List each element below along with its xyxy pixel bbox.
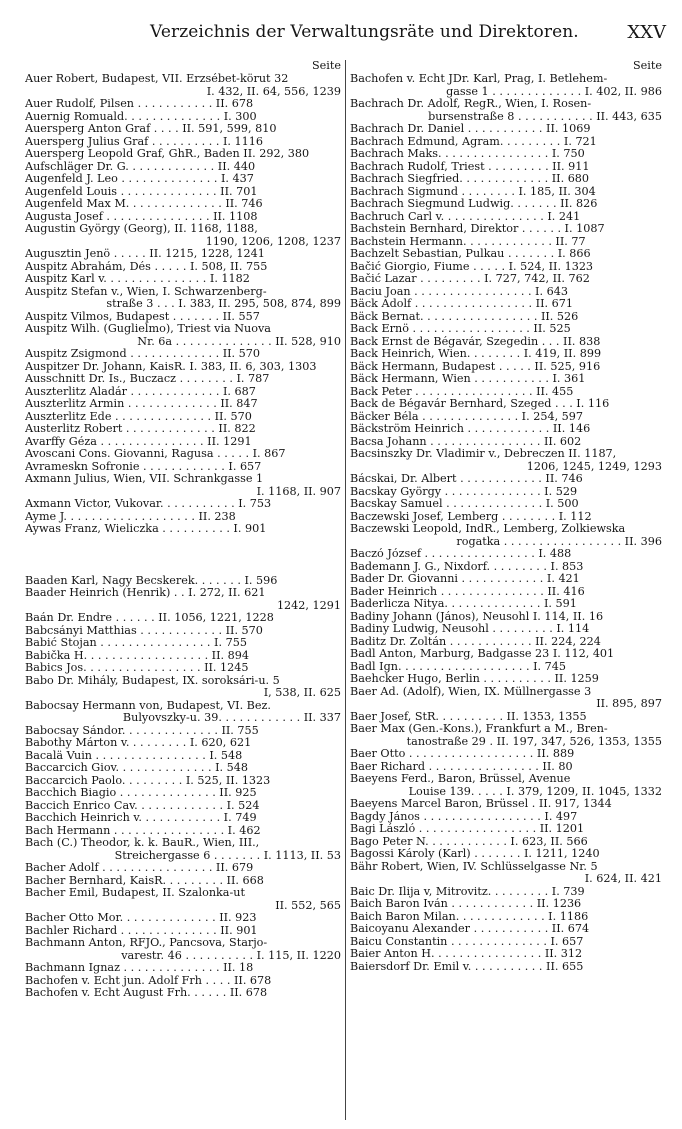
entry-line: Auspitz Stefan v., Wien, I. Schwarzenberg- — [25, 285, 267, 298]
entry-line: Augenfeld Louis . . . . . . . . . . . . . . II. 701 — [25, 185, 258, 198]
index-entry — [350, 186, 662, 199]
index-entry — [25, 937, 341, 962]
index-entry — [25, 837, 341, 862]
entry-line: Bäck Bernat. . . . . . . . . . . . . . . . . II. 526 — [350, 310, 579, 323]
entry-line: Baccich Enrico Cav. . . . . . . . . . . . . I. 524 — [25, 799, 260, 812]
entry-line: Bačić Giorgio, Fiume . . . . . I. 524, II. 1323 — [350, 260, 594, 273]
index-entry — [25, 825, 341, 838]
entry-line: Bachofen v. Echt August Frh. . . . . . II. 678 — [25, 987, 268, 999]
entry-line: Babić Stojan . . . . . . . . . . . . . . . . I. 755 — [25, 637, 247, 649]
index-entry — [25, 962, 341, 975]
index-entry — [350, 748, 662, 761]
index-entry — [350, 923, 662, 936]
index-entry — [25, 511, 341, 524]
entry-line: Bacsa Johann . . . . . . . . . . . . . . . . II. 602 — [350, 435, 582, 448]
entry-line: Bácskai, Dr. Albert . . . . . . . . . . . . II. 746 — [350, 473, 583, 485]
entry-line: Baer Josef, StR. . . . . . . . . . II. 1353, 1355 — [350, 710, 587, 723]
entry-line: Auspitz Vilmos, Budapest . . . . . . . II. 557 — [25, 310, 260, 323]
entry-line: Baeyens Ferd., Baron, Brüssel, Avenue — [350, 773, 571, 785]
entry-line: Aywas Franz, Wieliczka . . . . . . . . . . I. 901 — [25, 523, 267, 535]
index-entry — [350, 236, 662, 249]
index-entry — [350, 98, 662, 123]
index-entry — [350, 711, 662, 724]
index-entry — [350, 798, 662, 811]
index-entry — [25, 650, 341, 663]
entry-continuation: Louise 139. . . . . I. 379, 1209, II. 1045, 1332 — [408, 785, 662, 798]
index-entry — [350, 586, 662, 599]
entry-line: Auernig Romuald. . . . . . . . . . . . . . I. 300 — [25, 110, 257, 123]
index-entry — [350, 598, 662, 611]
entry-line: Babics Jos. . . . . . . . . . . . . . . . . II. 1245 — [25, 662, 249, 674]
index-entry — [350, 511, 662, 524]
index-entry — [350, 523, 662, 548]
entry-line: Bačić Lazar . . . . . . . . . I. 727, 742, II. 762 — [350, 273, 590, 285]
index-entry — [350, 398, 662, 411]
entry-line: Badiny Ludwig, Neusohl . . . . . . . . . I. 114 — [350, 623, 590, 635]
index-entry — [350, 723, 662, 748]
entry-line: Bachrach Siegfried. . . . . . . . . . . . . II. 680 — [350, 173, 590, 185]
index-entry — [25, 286, 341, 311]
entry-line: Baicoyanu Alexander . . . . . . . . . . . II. 674 — [350, 923, 590, 935]
index-entry — [25, 273, 341, 286]
entry-line: Baiersdorf Dr. Emil v. . . . . . . . . . . II. 655 — [350, 960, 584, 973]
index-entry — [25, 775, 341, 788]
entry-line: Augusta Josef . . . . . . . . . . . . . . . II. 1108 — [25, 210, 258, 223]
index-entry — [25, 625, 341, 638]
index-entry — [350, 886, 662, 899]
entry-line: Auspitz Abrahám, Dés . . . . . I. 508, II. 755 — [25, 260, 268, 273]
entry-line: Auersperg Leopold Graf, GhR., Baden II. 292, 380 — [25, 148, 310, 160]
index-entry — [350, 73, 662, 98]
entry-line: Bacher Emil, Budapest, II. Szalonka-ut — [25, 887, 245, 899]
entry-line: Bachrach Maks. . . . . . . . . . . . . . . . I. 750 — [350, 148, 585, 160]
section-gap — [25, 536, 341, 549]
entry-line: Austerlitz Robert . . . . . . . . . . . . . II. 822 — [25, 423, 256, 435]
index-entry — [25, 473, 341, 498]
index-entry — [25, 386, 341, 399]
entry-line: Babcsányi Matthias . . . . . . . . . . . . II. 570 — [25, 624, 263, 637]
entry-continuation: varestr. 46 . . . . . . . . . . I. 115, II. 1220 — [121, 949, 341, 962]
entry-continuation: Bulyovszky-u. 39. . . . . . . . . . . . II. 337 — [122, 712, 341, 724]
entry-continuation: 1190, 1206, 1208, 1237 — [205, 235, 341, 248]
entry-line: Badl Ign. . . . . . . . . . . . . . . . . . . I. 745 — [350, 660, 566, 673]
entry-line: Back Ernst de Bégavár, Szegedin . . . II. 838 — [350, 335, 601, 348]
index-entry — [350, 773, 662, 798]
index-entry — [25, 198, 341, 211]
entry-line: Baader Heinrich (Henrik) . . I. 272, II. 621 — [25, 587, 266, 599]
entry-continuation: II. 552, 565 — [275, 899, 341, 912]
entry-line: Badl Anton, Marburg, Badgasse 23 I. 112, 401 — [350, 648, 615, 660]
entry-line: Bacsinszky Dr. Vladimir v., Debreczen II. 1187, — [350, 448, 617, 460]
index-entry — [25, 762, 341, 775]
index-entry — [350, 823, 662, 836]
entry-line: Badiny Johann (János), Neusohl I. 114, II. 16 — [350, 610, 604, 623]
entry-line: Auspitzer Dr. Johann, KaisR. I. 383, II. 6, 303, 1303 — [25, 360, 317, 373]
entry-line: Back Peter . . . . . . . . . . . . . . . . . II. 455 — [350, 385, 574, 398]
index-entry — [25, 161, 341, 174]
entry-line: Baer Max (Gen.-Kons.), Frankfurt a M., Bren- — [350, 723, 608, 735]
index-entry — [25, 875, 341, 888]
index-entry — [25, 223, 341, 248]
entry-line: Bachstein Bernhard, Direktor . . . . . . I. 1087 — [350, 223, 605, 235]
index-entry — [25, 587, 341, 612]
entry-line: Bähr Robert, Wien, IV. Schlüsselgasse Nr. 5 — [350, 860, 598, 873]
entry-continuation: I, 538, II. 625 — [263, 687, 341, 699]
index-entry — [350, 448, 662, 473]
entry-line: Bachrach Siegmund Ludwig. . . . . . . II. 826 — [350, 198, 598, 210]
index-entry — [350, 561, 662, 574]
entry-continuation: I. 624, II. 421 — [584, 873, 662, 885]
entry-line: Bader Heinrich . . . . . . . . . . . . . . . II. 416 — [350, 585, 585, 598]
index-entry — [350, 936, 662, 949]
entry-line: Auspitz Zsigmond . . . . . . . . . . . . . II. 570 — [25, 348, 260, 360]
index-entry — [350, 386, 662, 399]
index-entry — [350, 136, 662, 149]
index-entry — [25, 173, 341, 186]
index-entry — [350, 436, 662, 449]
entry-line: Bach Hermann . . . . . . . . . . . . . . . . I. 462 — [25, 824, 261, 837]
entry-continuation: I. 1168, II. 907 — [256, 485, 341, 498]
index-entry — [350, 248, 662, 261]
entry-line: Augenfeld J. Leo . . . . . . . . . . . . . . I. 437 — [25, 173, 254, 185]
entry-line: Bagi László . . . . . . . . . . . . . . . . . II. 1201 — [350, 823, 585, 835]
entry-line: Bachrach Sigmund . . . . . . . . I. 185, II. 304 — [350, 185, 596, 198]
section-gap — [25, 549, 341, 562]
index-entry — [25, 787, 341, 800]
index-entry — [350, 648, 662, 661]
index-entry — [350, 623, 662, 636]
right-column — [350, 60, 662, 1120]
entry-line: Bago Peter N. . . . . . . . . . . . I. 623, II. 566 — [350, 835, 588, 848]
entry-line: Back Ernö . . . . . . . . . . . . . . . . . II. 525 — [350, 323, 571, 335]
entry-line: Auszterlitz Aladár . . . . . . . . . . . . . I. 687 — [25, 385, 256, 398]
entry-line: Baich Baron Iván . . . . . . . . . . . . II. 1236 — [350, 898, 582, 910]
entry-line: Baicu Constantin . . . . . . . . . . . . . . I. 657 — [350, 935, 584, 948]
index-entry — [350, 373, 662, 386]
entry-line: Babo Dr. Mihály, Budapest, IX. soroksári-u. 5 — [25, 674, 280, 687]
seite-label-left: Seite — [312, 59, 341, 72]
index-entry — [350, 611, 662, 624]
entry-line: Bachzelt Sebastian, Pulkau . . . . . . . I. 866 — [350, 248, 591, 260]
index-entry — [350, 573, 662, 586]
index-entry — [350, 348, 662, 361]
index-entry — [25, 461, 341, 474]
entry-line: Bagossi Károly (Karl) . . . . . . . I. 1211, 1240 — [350, 848, 600, 860]
entry-line: Auersperg Julius Graf . . . . . . . . . . I. 1116 — [25, 135, 263, 148]
index-entry — [25, 436, 341, 449]
index-entry — [25, 575, 341, 588]
index-entry — [350, 811, 662, 824]
entry-line: Avoscani Cons. Giovanni, Ragusa . . . . . I. 867 — [25, 448, 286, 460]
entry-line: Baic Dr. Ilija v, Mitrovitz. . . . . . . . . I. 739 — [350, 885, 585, 898]
entry-line: Bacskay Samuel . . . . . . . . . . . . . . I. 500 — [350, 498, 579, 510]
index-entry — [25, 423, 341, 436]
entry-line: Bachmann Ignaz . . . . . . . . . . . . . . II. 18 — [25, 962, 254, 974]
index-entry — [350, 548, 662, 561]
index-entry — [350, 161, 662, 174]
index-entry — [350, 123, 662, 136]
index-entry — [350, 661, 662, 674]
index-entry — [350, 411, 662, 424]
entry-line: Avrameskn Sofronie . . . . . . . . . . . . I. 657 — [25, 460, 262, 473]
entry-continuation: rogatka . . . . . . . . . . . . . . . . . II. 396 — [456, 535, 662, 548]
entry-line: Bachrach Dr. Adolf, RegR., Wien, I. Rosen- — [350, 98, 592, 110]
index-entry — [25, 800, 341, 813]
index-entry — [350, 261, 662, 274]
index-entry — [25, 523, 341, 536]
entry-line: Ayme J. . . . . . . . . . . . . . . . . . . II. 238 — [25, 510, 236, 523]
entry-continuation: 1242, 1291 — [276, 599, 341, 612]
index-entry — [25, 448, 341, 461]
index-entry — [25, 111, 341, 124]
entry-line: Baán Dr. Endre . . . . . . II. 1056, 1221, 1228 — [25, 612, 274, 624]
entry-line: Baich Baron Milan. . . . . . . . . . . . . I. 1186 — [350, 910, 589, 923]
entry-line: Bachstein Hermann. . . . . . . . . . . . . II. 77 — [350, 235, 586, 248]
entry-line: Baehcker Hugo, Berlin . . . . . . . . . . II. 1259 — [350, 673, 599, 685]
index-entry — [350, 148, 662, 161]
page-header — [0, 10, 682, 43]
entry-line: Babička H. . . . . . . . . . . . . . . . . . II. 894 — [25, 649, 249, 662]
entry-line: Bacher Adolf . . . . . . . . . . . . . . . . II. 679 — [25, 862, 254, 874]
entry-line: Baderlicza Nitya. . . . . . . . . . . . . . I. 591 — [350, 598, 577, 610]
entry-line: Auszterlitz Ede . . . . . . . . . . . . . . II. 570 — [25, 410, 252, 423]
index-entry — [25, 123, 341, 136]
index-entry — [350, 498, 662, 511]
entry-line: Bademann J. G., Nixdorf. . . . . . . . . I. 853 — [350, 560, 584, 573]
index-entry — [350, 323, 662, 336]
index-entry — [350, 198, 662, 211]
index-entry — [25, 887, 341, 912]
index-entry — [350, 361, 662, 374]
entry-line: Aufschläger Dr. G. . . . . . . . . . . . . II. 440 — [25, 160, 256, 173]
entry-line: Auspitz Karl v. . . . . . . . . . . . . . . I. 1182 — [25, 273, 250, 285]
entry-line: Baer Otto . . . . . . . . . . . . . . . . . . II. 889 — [350, 748, 575, 760]
index-entry — [350, 861, 662, 886]
entry-line: Ausschnitt Dr. Is., Buczacz . . . . . . . . I. 787 — [25, 373, 270, 385]
entry-line: Bach (C.) Theodor, k. k. BauR., Wien, III., — [25, 837, 260, 849]
index-entry — [25, 361, 341, 374]
entry-line: Auer Robert, Budapest, VII. Erzsébet-körut 32 — [25, 73, 289, 85]
left-column — [25, 60, 341, 1120]
index-entry — [25, 98, 341, 111]
index-entry — [350, 848, 662, 861]
index-entry — [25, 148, 341, 161]
entry-line: Bachruch Carl v. . . . . . . . . . . . . . . I. 241 — [350, 210, 581, 223]
entry-continuation: bursenstraße 8 . . . . . . . . . . . II. 443, 635 — [428, 110, 662, 123]
index-entry — [350, 911, 662, 924]
index-entry — [350, 961, 662, 974]
entry-line: Bagdy János . . . . . . . . . . . . . . . . . I. 497 — [350, 810, 578, 823]
index-entry — [350, 423, 662, 436]
index-entry — [350, 636, 662, 649]
entry-line: Augenfeld Max M. . . . . . . . . . . . . . II. 746 — [25, 198, 263, 210]
index-entry — [25, 987, 341, 1000]
entry-line: Baaden Karl, Nagy Becskerek. . . . . . . I. 596 — [25, 574, 278, 587]
entry-line: Axmann Julius, Wien, VII. Schrankgasse 1 — [25, 473, 264, 485]
entry-line: Avarffy Géza . . . . . . . . . . . . . . . II. 1291 — [25, 435, 252, 448]
entry-line: Bäckström Heinrich . . . . . . . . . . . . II. 146 — [350, 423, 591, 435]
entry-line: Auersperg Anton Graf . . . . II. 591, 599, 810 — [25, 123, 277, 135]
entry-line: Babocsay Sándor. . . . . . . . . . . . . . II. 755 — [25, 724, 259, 737]
entry-line: Bader Dr. Giovanni . . . . . . . . . . . . I. 421 — [350, 573, 580, 585]
column-divider — [345, 60, 346, 1120]
index-entry — [350, 486, 662, 499]
index-entry — [25, 662, 341, 675]
entry-line: Augustin György (Georg), II. 1168, 1188, — [25, 223, 258, 235]
entry-line: Bacher Otto Mor. . . . . . . . . . . . . . II. 923 — [25, 912, 257, 924]
entry-line: Bäck Hermann, Wien . . . . . . . . . . . I. 361 — [350, 373, 586, 385]
entry-continuation: I. 432, II. 64, 556, 1239 — [206, 85, 341, 98]
index-entry — [25, 700, 341, 725]
index-entry — [25, 73, 341, 98]
entry-line: Back Heinrich, Wien. . . . . . . . I. 419, II. 899 — [350, 348, 602, 360]
entry-line: Bachrach Edmund, Agram. . . . . . . . . I. 721 — [350, 135, 597, 148]
seite-label-right: Seite — [633, 59, 662, 72]
index-entry — [25, 737, 341, 750]
index-entry — [25, 612, 341, 625]
entry-line: Bachmann Anton, RFJO., Pancsova, Starjo- — [25, 937, 268, 949]
entry-line: Auszterlitz Armin . . . . . . . . . . . . . II. 847 — [25, 398, 258, 410]
page-number: XXV — [627, 22, 666, 43]
index-entry — [350, 211, 662, 224]
entry-line: Baccarcich Paolo. . . . . . . . . I. 525, II. 1323 — [25, 774, 271, 787]
entry-continuation: 1206, 1245, 1249, 1293 — [526, 460, 662, 473]
index-entry — [25, 975, 341, 988]
entry-continuation: Streichergasse 6 . . . . . . . I. 1113, II. 53 — [114, 849, 341, 862]
index-entry — [350, 223, 662, 236]
entry-line: Bacchich Biagio . . . . . . . . . . . . . . II. 925 — [25, 787, 257, 799]
index-entry — [25, 311, 341, 324]
index-entry — [350, 173, 662, 186]
entry-line: Baczó József . . . . . . . . . . . . . . . . I. 488 — [350, 548, 572, 560]
entry-continuation: tanostraße 29 . II. 197, 347, 526, 1353, 1355 — [406, 735, 662, 748]
entry-line: Baeyens Marcel Baron, Brüssel . II. 917, 1344 — [350, 798, 612, 810]
index-entry — [350, 673, 662, 686]
entry-line: Bacalä Vuin . . . . . . . . . . . . . . . . I. 548 — [25, 749, 243, 762]
entry-line: Bäck Hermann, Budapest . . . . . II. 525, 916 — [350, 360, 601, 373]
entry-line: Bacskay György . . . . . . . . . . . . . . I. 529 — [350, 485, 578, 498]
left-entries — [25, 73, 341, 1000]
index-entry — [25, 411, 341, 424]
index-entry — [25, 248, 341, 261]
entry-line: Augusztin Jenö . . . . . II. 1215, 1228, 1241 — [25, 248, 265, 260]
index-entry — [25, 211, 341, 224]
entry-line: Baier Anton H. . . . . . . . . . . . . . . . II. 312 — [350, 948, 583, 960]
entry-line: Bacher Bernhard, KaisR. . . . . . . . . II. 668 — [25, 874, 264, 887]
entry-line: Bäck Adolf . . . . . . . . . . . . . . . . . II. 671 — [350, 298, 573, 310]
entry-line: Baer Richard . . . . . . . . . . . . . . . . II. 80 — [350, 760, 573, 773]
index-entry — [350, 273, 662, 286]
index-entry — [25, 750, 341, 763]
index-entry — [350, 286, 662, 299]
right-entries — [350, 73, 662, 973]
entry-line: Babocsay Hermann von, Budapest, VI. Bez. — [25, 699, 271, 712]
index-entry — [25, 925, 341, 938]
entry-line: Baczewski Josef, Lemberg . . . . . . . . I. 112 — [350, 510, 592, 523]
index-entry — [25, 261, 341, 274]
index-entry — [25, 323, 341, 348]
index-entry — [350, 898, 662, 911]
entry-line: Bachrach Rudolf, Triest . . . . . . . . . II. 911 — [350, 160, 590, 173]
index-entry — [25, 136, 341, 149]
index-entry — [350, 836, 662, 849]
index-entry — [25, 862, 341, 875]
entry-line: Bacchich Heinrich v. . . . . . . . . . . . I. 749 — [25, 812, 257, 824]
entry-line: Baczewski Leopold, IndR., Lemberg, Zolkiewska — [350, 523, 626, 535]
entry-continuation: straße 3 . . . I. 383, II. 295, 508, 874, 899 — [106, 298, 341, 310]
index-entry — [25, 186, 341, 199]
entry-line: Babothy Márton v. . . . . . . . . I. 620, 621 — [25, 737, 252, 749]
entry-line: Bachofen v. Echt JDr. Karl, Prag, I. Betlehem- — [350, 73, 608, 85]
index-entry — [25, 912, 341, 925]
index-entry — [25, 373, 341, 386]
page-title: Verzeichnis der Verwaltungsräte und Direktoren. — [150, 22, 579, 42]
index-entry — [350, 298, 662, 311]
index-entry — [350, 336, 662, 349]
index-entry — [350, 311, 662, 324]
entry-line: Baer Ad. (Adolf), Wien, IX. Müllnergasse 3 — [350, 685, 592, 698]
index-entry — [25, 398, 341, 411]
entry-line: Bachofen v. Echt jun. Adolf Frh . . . . II. 678 — [25, 974, 272, 987]
entry-line: Bäcker Béla . . . . . . . . . . . . . . I. 254, 597 — [350, 410, 584, 423]
entry-continuation: II. 895, 897 — [596, 698, 662, 710]
section-gap — [25, 562, 341, 575]
entry-line: Auer Rudolf, Pilsen . . . . . . . . . . . II. 678 — [25, 98, 254, 110]
entry-line: Back de Bégavár Bernhard, Szeged . . . I. 116 — [350, 398, 610, 410]
entry-line: Baciu Joan . . . . . . . . . . . . . . . . . I. 643 — [350, 285, 568, 298]
entry-line: Bachrach Dr. Daniel . . . . . . . . . . . II. 1069 — [350, 123, 591, 135]
entry-line: Auspitz Wilh. (Guglielmo), Triest via Nuova — [25, 323, 271, 335]
index-entry — [350, 948, 662, 961]
index-entry — [25, 725, 341, 738]
entry-line: Baditz Dr. Zoltán . . . . . . . . . . . . II. 224, 224 — [350, 635, 601, 648]
index-entry — [350, 473, 662, 486]
entry-continuation: gasse 1 . . . . . . . . . . . . . I. 402, II. 986 — [446, 85, 662, 98]
entry-line: Bachler Richard . . . . . . . . . . . . . . II. 901 — [25, 924, 258, 937]
index-entry — [25, 637, 341, 650]
index-entry — [25, 348, 341, 361]
index-entry — [350, 686, 662, 711]
index-entry — [350, 761, 662, 774]
entry-line: Axmann Victor, Vukovar. . . . . . . . . . . I. 753 — [25, 498, 272, 510]
entry-continuation: Nr. 6a . . . . . . . . . . . . . . II. 528, 910 — [137, 335, 341, 348]
index-entry — [25, 498, 341, 511]
entry-line: Baccarcich Giov. . . . . . . . . . . . . . I. 548 — [25, 762, 249, 774]
index-entry — [25, 812, 341, 825]
index-entry — [25, 675, 341, 700]
